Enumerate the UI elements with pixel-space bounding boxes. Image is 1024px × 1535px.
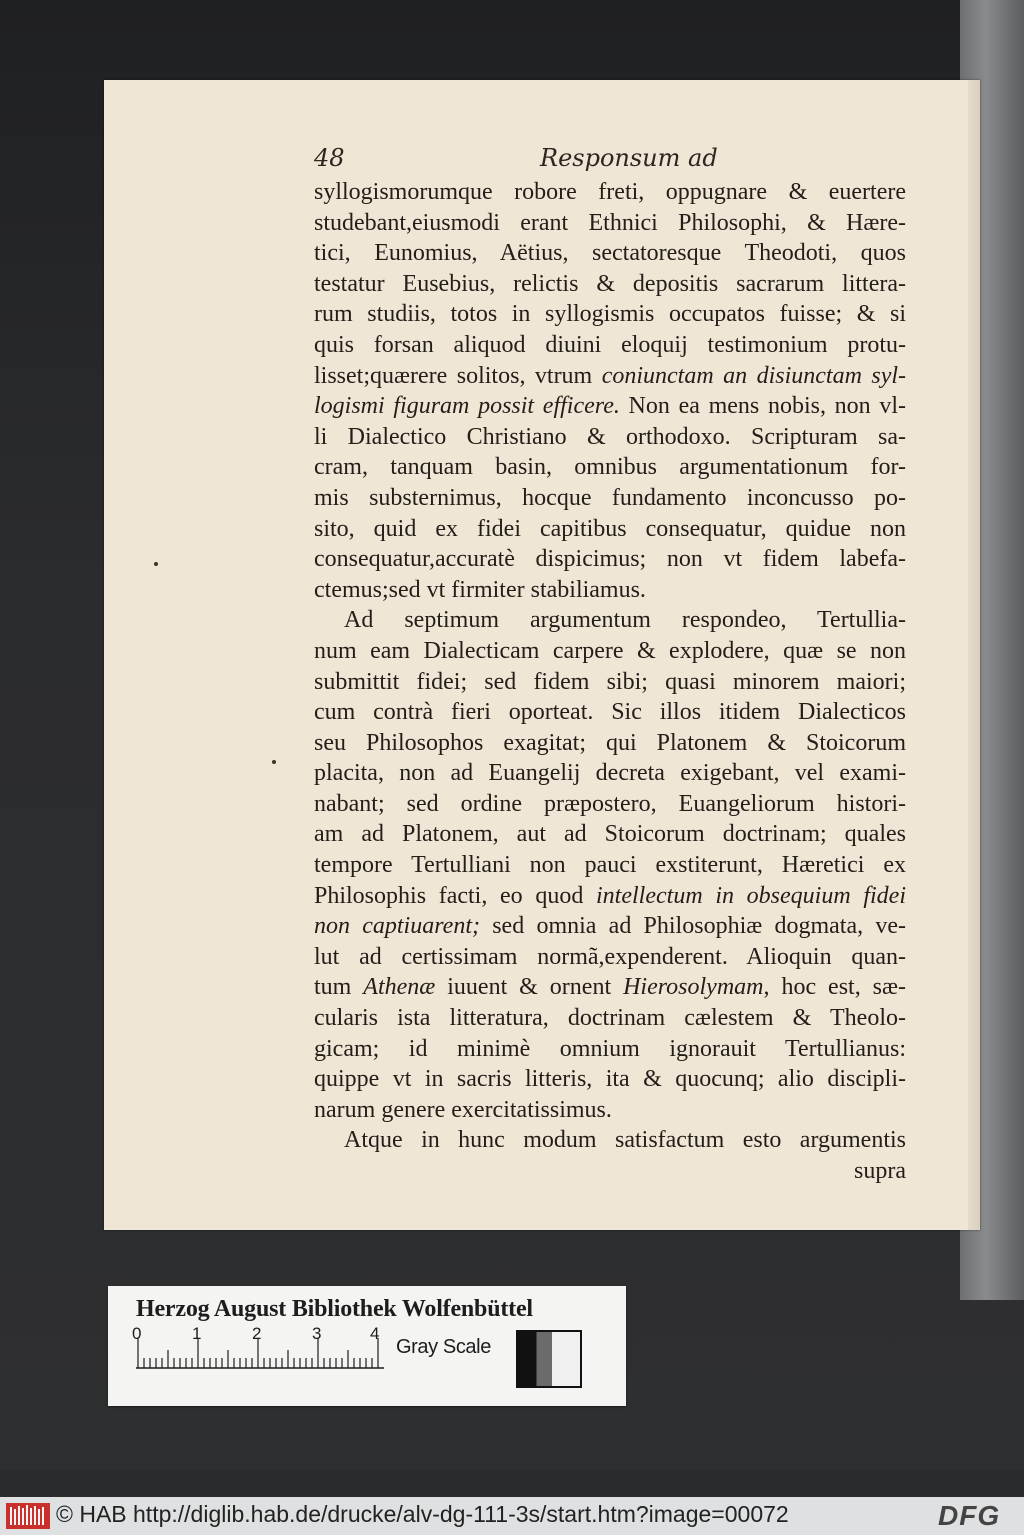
italic-text: intellectum in obsequium fidei bbox=[596, 882, 906, 909]
page-header bbox=[314, 144, 794, 180]
text-line bbox=[314, 361, 906, 392]
library-color-card bbox=[108, 1286, 626, 1406]
text-run: sito, quid ex fidei capitibus consequatur, quidue non bbox=[314, 515, 906, 542]
text-line bbox=[314, 1034, 906, 1065]
text-line bbox=[314, 819, 906, 850]
text-run: li Dialectico Christiano & orthodoxo. Scripturam sa- bbox=[314, 423, 906, 450]
scale-number: 0 bbox=[132, 1324, 142, 1343]
text-run: cram, tanquam basin, omnibus argumentationum for- bbox=[314, 454, 906, 481]
scale-number: 1 bbox=[192, 1324, 202, 1343]
text-line bbox=[314, 575, 906, 606]
text-run: cularis ista litteratura, doctrinam cælestem & Theolo- bbox=[314, 1005, 906, 1032]
text-run: quis forsan aliquod diuini eloquij testimonium protu- bbox=[314, 331, 906, 358]
text-line bbox=[314, 1156, 906, 1187]
dfg-logo: DFG bbox=[938, 1500, 1001, 1531]
text-run: cum contrà fieri oporteat. Sic illos itidem Dialecticos bbox=[314, 699, 906, 726]
text-run: placita, non ad Euangelij decreta exigebant, vel exami- bbox=[314, 760, 906, 787]
gray-scale-swatch bbox=[516, 1330, 582, 1388]
text-run: ctemus;sed vt firmiter stabiliamus. bbox=[314, 576, 646, 603]
text-line bbox=[314, 728, 906, 759]
text-line bbox=[314, 422, 906, 453]
text-line bbox=[314, 789, 906, 820]
text-line bbox=[314, 1125, 906, 1156]
scale-number: 4 bbox=[370, 1324, 380, 1343]
italic-text: Athenæ bbox=[363, 974, 436, 1001]
text-line bbox=[314, 667, 906, 698]
text-run: gicam; id minimè omnium ignorauit Tertullianus: bbox=[314, 1035, 906, 1062]
ink-speck bbox=[154, 562, 158, 566]
text-line bbox=[314, 1095, 906, 1126]
text-line bbox=[314, 483, 906, 514]
text-run: Ad septimum argumentum respondeo, Tertullia- bbox=[344, 607, 906, 634]
text-run: mis substernimus, hocque fundamento inconcusso po- bbox=[314, 484, 906, 511]
text-run: Atque in hunc modum satisfactum esto argumentis bbox=[344, 1127, 906, 1154]
text-run: nabant; sed ordine præpostero, Euangeliorum histori- bbox=[314, 790, 906, 817]
text-run: lut ad certissimam normã,expenderent. Alioquin quan- bbox=[314, 943, 906, 970]
text-line bbox=[314, 544, 906, 575]
text-run: num eam Dialecticam carpere & explodere, quæ se non bbox=[314, 637, 906, 664]
body-text bbox=[314, 177, 906, 1187]
text-run: syllogismorumque robore freti, oppugnare & euertere bbox=[314, 179, 906, 205]
text-run: , hoc est, sæ- bbox=[763, 974, 906, 1001]
text-line bbox=[314, 850, 906, 881]
gray-scale-label: Gray Scale bbox=[396, 1336, 491, 1358]
ink-speck bbox=[272, 760, 276, 764]
text-line bbox=[314, 452, 906, 483]
text-run: supra bbox=[854, 1158, 906, 1184]
text-line bbox=[314, 177, 906, 208]
text-line bbox=[314, 1003, 906, 1034]
text-line bbox=[314, 972, 906, 1003]
text-line bbox=[314, 330, 906, 361]
text-run: tum bbox=[314, 974, 364, 1001]
text-line bbox=[314, 911, 906, 942]
text-line bbox=[314, 391, 906, 422]
text-run: consequatur,accuratè dispicimus; non vt fidem labefa- bbox=[314, 546, 906, 573]
page-number: 48 bbox=[314, 144, 345, 172]
text-run: sed omnia ad Philosophiæ dogmata, ve- bbox=[479, 913, 906, 940]
text-run: seu Philosophos exagitat; qui Platonem & Stoicorum bbox=[314, 729, 906, 756]
text-line bbox=[314, 636, 906, 667]
text-run: lisset;quærere solitos, vtrum bbox=[314, 362, 602, 389]
text-line bbox=[314, 299, 906, 330]
text-run: iuuent & ornent bbox=[435, 974, 624, 1001]
text-line bbox=[314, 881, 906, 912]
book-page bbox=[104, 80, 980, 1230]
barcode-icon bbox=[6, 1503, 50, 1529]
text-run: rum studiis, totos in syllogismis occupatos fuisse; & si bbox=[314, 301, 906, 328]
text-run: tici, Eunomius, Aëtius, sectatoresque Theodoti, quos bbox=[314, 240, 906, 267]
text-run: tempore Tertulliani non pauci exstiterunt, Hæretici ex bbox=[314, 852, 906, 879]
text-line bbox=[314, 697, 906, 728]
scale-number: 2 bbox=[252, 1324, 262, 1343]
text-line bbox=[314, 1064, 906, 1095]
footer-credit-link[interactable]: © HAB http://diglib.hab.de/drucke/alv-dg-111-3s/start.htm?image=00072 bbox=[56, 1501, 789, 1527]
text-line bbox=[314, 238, 906, 269]
text-run: narum genere exercitatissimus. bbox=[314, 1096, 612, 1123]
italic-text: non captiuarent; bbox=[314, 913, 480, 940]
text-line bbox=[314, 208, 906, 239]
text-run: testatur Eusebius, relictis & depositis sacrarum littera- bbox=[314, 270, 906, 297]
running-head: Responsum ad bbox=[540, 144, 718, 172]
text-line bbox=[314, 269, 906, 300]
text-run: Philosophis facti, eo quod bbox=[314, 882, 597, 909]
italic-text: logismi figuram possit efficere. bbox=[314, 393, 620, 420]
text-run: submittit fidei; sed fidem sibi; quasi minorem maiori; bbox=[314, 668, 906, 695]
page-gutter bbox=[968, 80, 980, 1230]
text-line bbox=[314, 942, 906, 973]
text-run: Non ea mens nobis, non vl- bbox=[619, 393, 906, 420]
text-line bbox=[314, 514, 906, 545]
text-run: studebant,eiusmodi erant Ethnici Philosophi, & Hære- bbox=[314, 209, 906, 236]
italic-text: Hierosolymam bbox=[623, 974, 764, 1001]
text-run: am ad Platonem, aut ad Stoicorum doctrinam; quales bbox=[314, 821, 906, 848]
footer-bar bbox=[0, 1497, 1024, 1535]
library-name: Herzog August Bibliothek Wolfenbüttel bbox=[136, 1296, 533, 1322]
scale-number: 3 bbox=[312, 1324, 322, 1343]
italic-text: coniunctam an disiunctam syl- bbox=[601, 362, 906, 389]
text-line bbox=[314, 605, 906, 636]
text-line bbox=[314, 758, 906, 789]
text-run: quippe vt in sacris litteris, ita & quocunq; alio discipli- bbox=[314, 1066, 906, 1093]
